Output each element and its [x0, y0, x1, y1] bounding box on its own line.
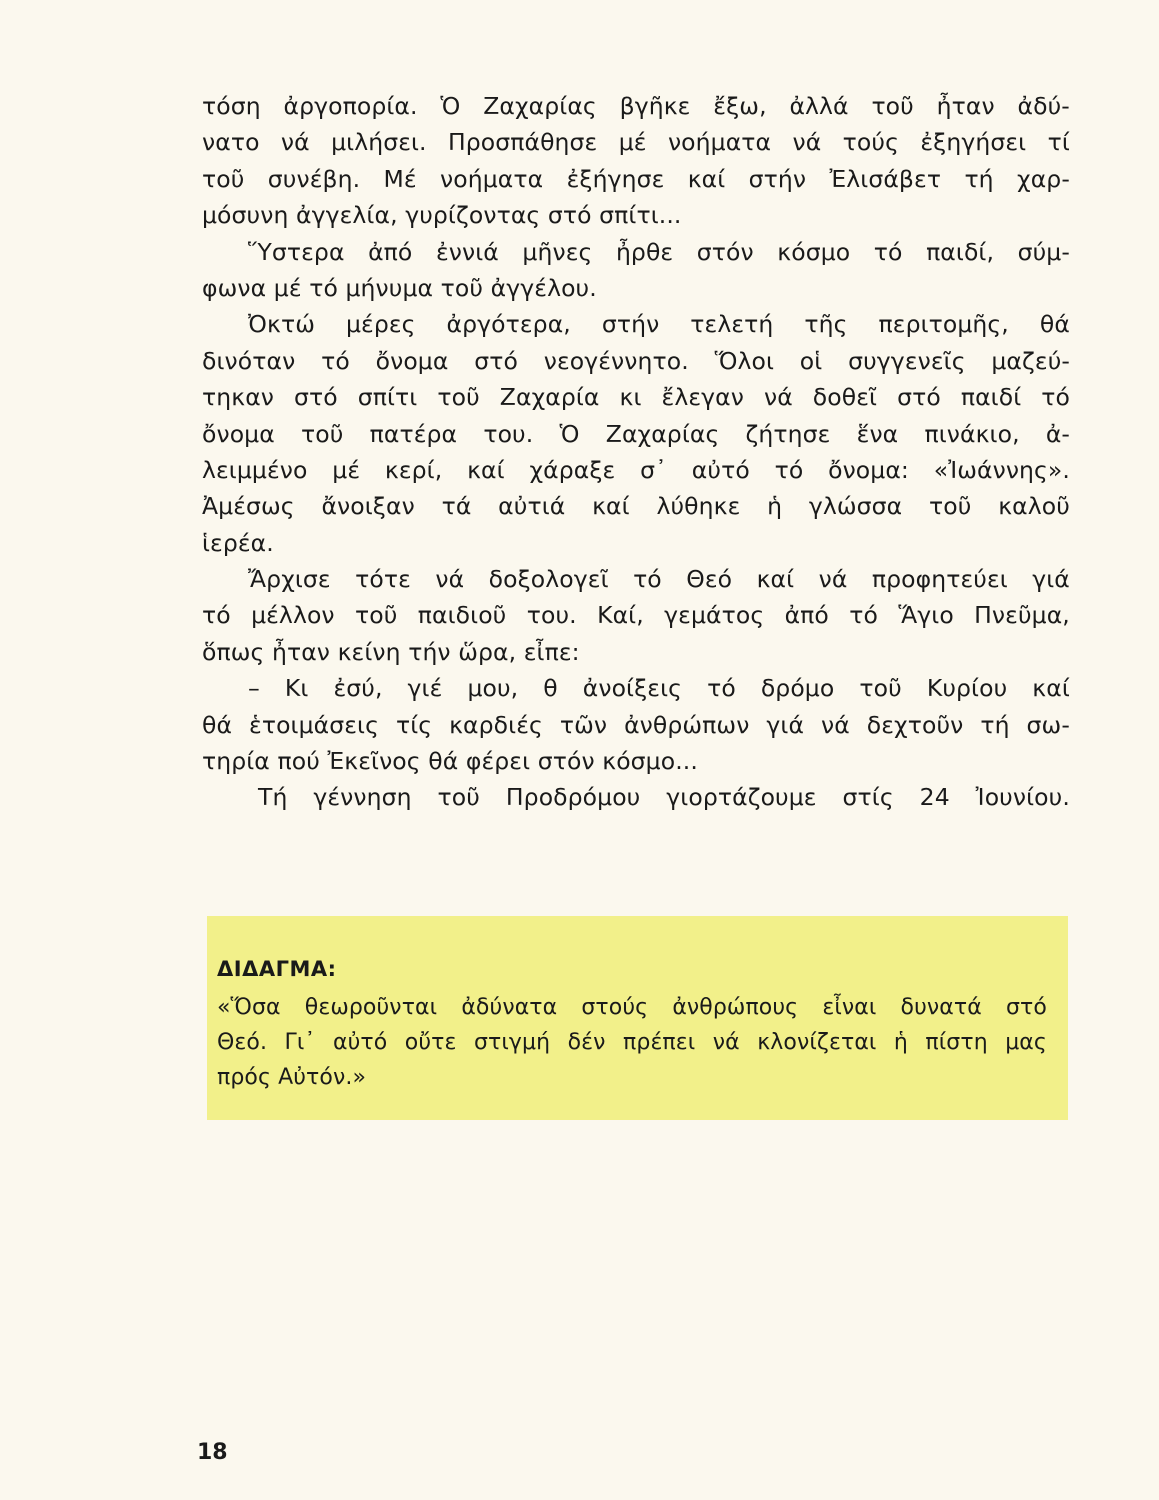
word: τίς: [395, 710, 433, 739]
word: ἔλεγαν: [661, 383, 744, 412]
word: θεωροῦνται: [304, 995, 438, 1020]
word: ἦρθε: [615, 237, 674, 266]
word: καί: [756, 565, 795, 594]
word: ἐξηγήσει: [920, 128, 1027, 157]
word: στήν: [748, 164, 807, 193]
text-line: [202, 670, 1070, 706]
word: πατέρα: [369, 419, 458, 448]
word: τό: [202, 601, 231, 630]
word: ἀδύ-: [1017, 92, 1070, 120]
word: Πνεῦμα,: [974, 601, 1070, 630]
word: στίς: [842, 783, 894, 812]
word: στό: [897, 383, 941, 412]
text-line: [202, 561, 1070, 597]
word: Μέ: [383, 164, 417, 193]
word: πρέπει: [623, 1030, 696, 1055]
word: αὐτιά: [498, 492, 566, 521]
word: καρδιές: [449, 710, 543, 739]
word: Προσπάθησε: [447, 128, 598, 157]
word: τί: [1047, 128, 1070, 157]
text-line: [202, 416, 1070, 452]
word: Ζαχαρίας: [483, 92, 597, 120]
word: Ἅγιο: [898, 601, 954, 630]
word: σπίτι: [357, 383, 418, 412]
lesson-text: [217, 990, 1047, 1095]
word: ἀνοίξεις: [582, 674, 683, 703]
word: χάραξε: [529, 455, 616, 484]
word: στό: [474, 346, 518, 375]
word: ἀργοπορία.: [283, 92, 418, 120]
word: «Ὅσα: [217, 995, 281, 1020]
word: –: [248, 674, 260, 703]
word: νεογέννητο.: [543, 346, 689, 375]
word: μέλλον: [251, 601, 335, 630]
word: ὄνομα: [202, 419, 275, 448]
word: τοῦ: [202, 164, 245, 193]
text-line: [202, 234, 1070, 270]
word: ἑτοιμάσεις: [249, 710, 379, 739]
word: στούς: [581, 995, 649, 1020]
word: πινάκιο,: [924, 419, 1020, 448]
word: δοξολογεῖ: [488, 565, 609, 594]
word: ἀνθρώπων: [624, 710, 750, 739]
word: ἀδύνατα: [461, 995, 558, 1020]
text-line: [202, 488, 1070, 524]
word: σ᾿: [640, 455, 667, 484]
word: πίστη: [925, 1030, 988, 1055]
word: Ἄρχισε: [248, 565, 331, 594]
word: καί: [1032, 674, 1070, 703]
text-line: μόσυνη ἀγγελία, γυρίζοντας στό σπίτι...: [202, 201, 682, 230]
word: του.: [483, 419, 534, 448]
word: γιά: [766, 710, 805, 739]
word: δρόμο: [760, 674, 835, 703]
word: Προδρόμου: [505, 783, 641, 812]
word: τό: [1041, 383, 1070, 412]
word: χαρ-: [1017, 164, 1070, 193]
word: κι: [619, 383, 642, 412]
word: Θεό: [686, 565, 733, 594]
word: Ἐλισάβετ: [829, 164, 942, 193]
word: τότε: [355, 565, 411, 594]
word: τή: [964, 164, 994, 193]
word: ὄνομα: [375, 346, 449, 375]
word: στήν: [601, 310, 660, 339]
word: γεμάτος: [664, 601, 765, 630]
word: καί: [467, 455, 505, 484]
word: στό: [1005, 995, 1047, 1020]
lesson-line: [217, 1025, 1047, 1060]
word: συγγενεῖς: [848, 346, 966, 375]
word: τό: [774, 455, 804, 484]
word: μέ: [332, 455, 361, 484]
word: ἀπό: [368, 237, 413, 266]
word: 24: [919, 783, 950, 812]
word: τό: [633, 565, 662, 594]
word: παιδί,: [926, 237, 995, 266]
text-line: [202, 88, 1070, 124]
word: Ὀκτώ: [248, 310, 315, 339]
word: τό: [873, 237, 903, 266]
word: ἀνθρώπους: [672, 995, 799, 1020]
word: βγῆκε: [619, 92, 691, 120]
word: ἐσύ,: [333, 674, 383, 703]
word: δοθεῖ: [812, 383, 878, 412]
text-line: [202, 343, 1070, 379]
word: τοῦ: [859, 674, 902, 703]
word: παιδιοῦ: [417, 601, 507, 630]
word: ἀργότερα,: [446, 310, 571, 339]
word: στόν: [696, 237, 754, 266]
word: τούς: [842, 128, 899, 157]
word: αὐτό: [691, 455, 750, 484]
word: τοῦ: [301, 419, 344, 448]
word: ἡ: [893, 1030, 908, 1055]
text-line: [202, 452, 1070, 488]
word: Ὅλοι: [714, 346, 775, 375]
word: νοήματα: [667, 128, 772, 157]
word: σω-: [1026, 710, 1070, 739]
word: ἕνα: [856, 419, 899, 448]
word: ἡ: [767, 492, 783, 521]
word: Ζαχαρία: [499, 383, 600, 412]
word: οἱ: [799, 346, 823, 375]
word: τῶν: [559, 710, 608, 739]
word: εἶναι: [822, 995, 877, 1020]
text-line: [202, 597, 1070, 633]
text-line: [202, 161, 1070, 197]
word: κερί,: [384, 455, 443, 484]
word: κόσμο: [777, 237, 851, 266]
word: γλώσσα: [808, 492, 903, 521]
word: θά: [202, 710, 233, 739]
word: κλονίζεται: [757, 1030, 877, 1055]
word: Θεό.: [217, 1030, 268, 1055]
word: Τή: [258, 783, 288, 812]
word: Ὁ: [440, 92, 461, 120]
word: Ὁ: [559, 419, 580, 448]
text-line: [202, 707, 1070, 743]
word: δινόταν: [202, 346, 296, 375]
word: τελετή: [690, 310, 774, 339]
word: Γι᾿: [284, 1030, 316, 1055]
word: ὄνομα:: [828, 455, 909, 484]
word: ἔξω,: [713, 92, 767, 120]
word: τόση: [202, 92, 261, 120]
word: περιτομῆς,: [878, 310, 1009, 339]
word: μας: [1005, 1030, 1047, 1055]
word: Καί,: [597, 601, 644, 630]
word: μου,: [467, 674, 519, 703]
word: συνέβη.: [267, 164, 361, 193]
word: μιλήσει.: [331, 128, 427, 157]
text-line: [202, 379, 1070, 415]
word: αὐτό: [332, 1030, 388, 1055]
text-line: τηρία πού Ἐκεῖνος θά φέρει στόν κόσμο...: [202, 747, 698, 776]
word: μαζεύ-: [991, 346, 1070, 375]
word: τό: [321, 346, 350, 375]
word: τοῦ: [871, 92, 914, 120]
word: τοῦ: [929, 492, 972, 521]
text-line: φωνα μέ τό μήνυμα τοῦ ἀγγέλου.: [202, 273, 597, 302]
word: στιγμή: [473, 1030, 551, 1055]
word: ἀ-: [1045, 419, 1070, 448]
word: Κι: [284, 674, 309, 703]
word: γιέ: [407, 674, 443, 703]
word: νά: [792, 128, 822, 157]
word: τό: [707, 674, 736, 703]
word: τή: [980, 710, 1010, 739]
word: καί: [687, 164, 726, 193]
word: θ: [543, 674, 558, 703]
word: Ἀμέσως: [202, 492, 295, 521]
word: Ἰουνίου.: [975, 783, 1070, 812]
word: ἀπό: [784, 601, 829, 630]
word: καί: [592, 492, 630, 521]
lesson-line: πρός Αὐτόν.»: [217, 1065, 367, 1090]
word: γιορτάζουμε: [666, 783, 817, 812]
word: τοῦ: [437, 383, 480, 412]
word: νά: [435, 565, 465, 594]
word: νά: [818, 565, 848, 594]
word: ἀλλά: [789, 92, 849, 120]
word: ἦταν: [936, 92, 995, 120]
word: τῆς: [804, 310, 848, 339]
word: Ζαχαρίας: [605, 419, 720, 448]
word: τοῦ: [437, 783, 480, 812]
body-text: [202, 88, 1070, 816]
text-line: ὅπως ἦταν κείνη τήν ὥρα, εἶπε:: [202, 637, 580, 666]
word: καλοῦ: [998, 492, 1070, 521]
word: νά: [821, 710, 850, 739]
word: οὔτε: [404, 1030, 457, 1055]
word: Κυρίου: [926, 674, 1008, 703]
word: «Ἰωάννης».: [933, 455, 1070, 484]
word: μέ: [618, 128, 647, 157]
word: τηκαν: [202, 383, 275, 412]
word: λειμμένο: [202, 455, 308, 484]
word: νά: [712, 1030, 740, 1055]
word: δυνατά: [900, 995, 982, 1020]
word: νά: [763, 383, 793, 412]
text-line: [202, 306, 1070, 342]
word: ἄνοιξαν: [321, 492, 415, 521]
word: ζήτησε: [745, 419, 831, 448]
lesson-title: ΔΙΔΑΓΜΑ:: [217, 957, 337, 981]
word: τά: [441, 492, 472, 521]
word: μέρες: [345, 310, 416, 339]
word: στό: [294, 383, 338, 412]
word: του.: [526, 601, 577, 630]
word: νοήματα: [440, 164, 544, 193]
lesson-line: [217, 990, 1047, 1025]
word: ἐξήγησε: [566, 164, 665, 193]
word: Ὕστερα: [248, 237, 345, 266]
page-number: 18: [197, 1440, 228, 1465]
word: νατο: [202, 128, 260, 157]
text-line: ἱερέα.: [202, 528, 274, 557]
word: θά: [1039, 310, 1070, 339]
word: προφητεύει: [871, 565, 1008, 594]
word: ἐννιά: [435, 237, 499, 266]
word: γιά: [1032, 565, 1070, 594]
text-line: [202, 779, 1070, 815]
word: μῆνες: [522, 237, 593, 266]
word: νά: [280, 128, 310, 157]
word: τοῦ: [355, 601, 398, 630]
word: λύθηκε: [656, 492, 741, 521]
word: σύμ-: [1017, 237, 1070, 266]
word: τό: [849, 601, 878, 630]
word: παιδί: [960, 383, 1022, 412]
text-line: [202, 124, 1070, 160]
word: δεχτοῦν: [866, 710, 964, 739]
word: γέννηση: [313, 783, 412, 812]
word: δέν: [567, 1030, 606, 1055]
